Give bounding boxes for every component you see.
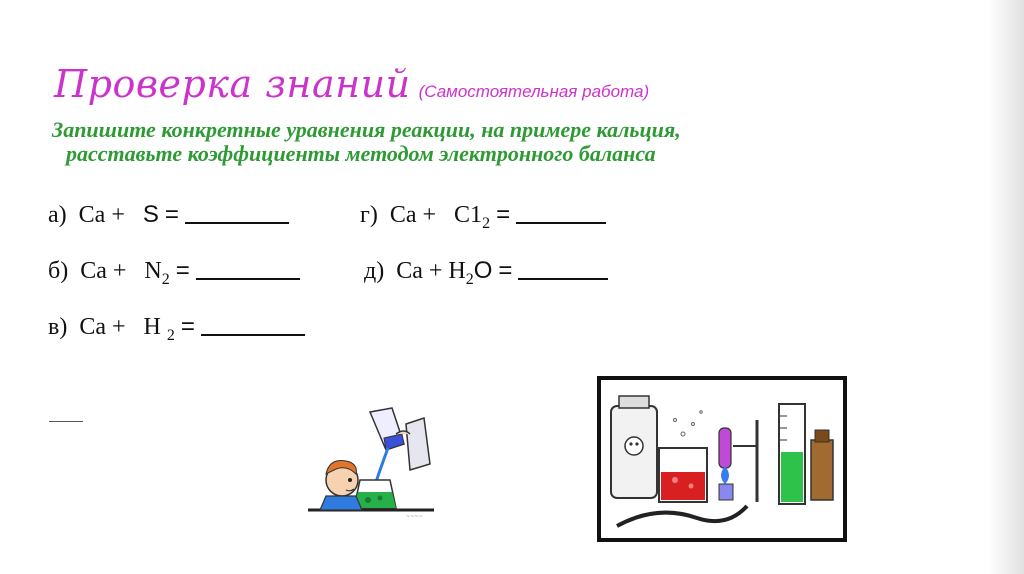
answer-blank	[196, 256, 300, 280]
task-line-1: Запишите конкретные уравнения реакции, на примере кальция,	[52, 117, 681, 142]
subscript: 2	[482, 214, 491, 232]
answer-blank	[516, 200, 606, 224]
equals-sign: =	[180, 313, 195, 340]
short-dash-line	[49, 421, 83, 422]
page-edge-shadow	[988, 0, 1024, 574]
equals-sign: =	[498, 257, 513, 284]
answer-blank	[518, 256, 608, 280]
equals-sign: =	[164, 201, 179, 228]
equation-reagent: H	[143, 314, 161, 340]
equation-left: Ca +	[79, 314, 126, 340]
task-line-2: расставьте коэффициенты методом электронного баланса	[66, 141, 656, 166]
equals-sign: =	[175, 257, 190, 284]
equation-reagent: N	[144, 258, 162, 284]
equation-reagent: S	[142, 201, 159, 228]
answer-blank	[185, 200, 289, 224]
task-text	[52, 118, 681, 166]
title-main: Проверка знаний	[54, 62, 411, 106]
equation-left: Ca +	[389, 202, 437, 228]
equation-reagent: C1	[454, 202, 483, 228]
equation-g	[360, 200, 606, 233]
equation-left: Ca + H	[396, 258, 466, 284]
subscript: 2	[465, 270, 474, 288]
equation-left: Ca +	[80, 258, 127, 284]
equation-d	[364, 256, 608, 289]
equation-label: г)	[360, 202, 378, 228]
answer-blank	[201, 312, 305, 336]
subscript: 2	[161, 270, 170, 288]
chemist-cartoon-illustration	[306, 404, 438, 520]
equation-a	[48, 200, 289, 229]
equation-reagent: O	[473, 257, 493, 284]
equation-v	[48, 312, 305, 345]
slide-title	[54, 62, 649, 106]
equation-label: а)	[48, 202, 67, 228]
subscript: 2	[166, 326, 175, 344]
title-subtitle: (Самостоятельная работа)	[418, 82, 650, 101]
equation-label: в)	[48, 314, 68, 340]
equation-b	[48, 256, 300, 289]
equation-label: д)	[364, 258, 385, 284]
svg-text:~~~~: ~~~~	[406, 514, 423, 520]
equals-sign: =	[496, 201, 511, 228]
chemistry-lab-equipment-illustration	[597, 376, 847, 542]
equation-label: б)	[48, 258, 69, 284]
equation-left: Ca +	[78, 202, 125, 228]
